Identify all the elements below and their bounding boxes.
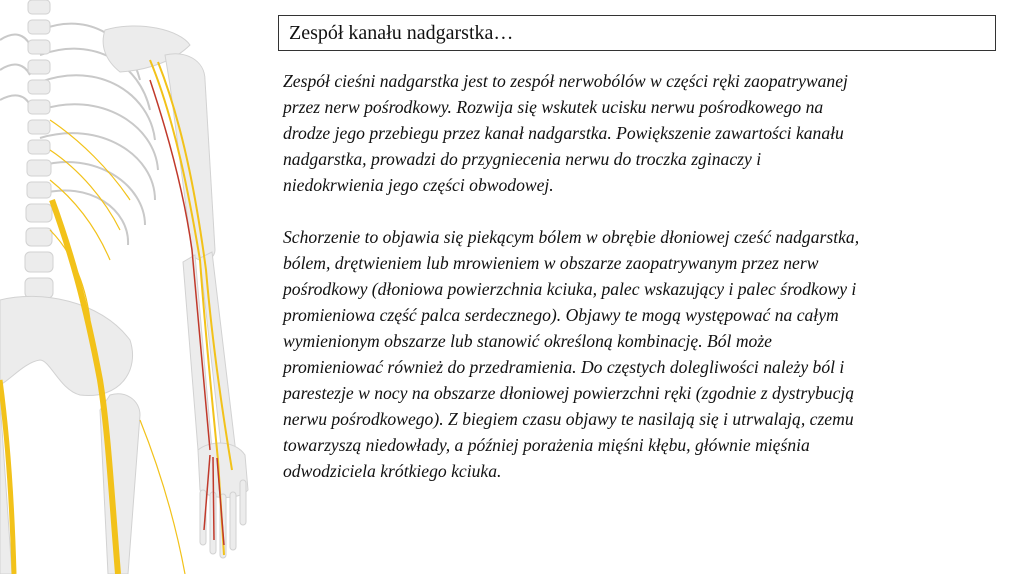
skeleton-nervous-system-illustration: [0, 0, 270, 574]
slide-body: [283, 68, 998, 484]
paragraph-definition: Zespół cieśni nadgarstka jest to zespół nerwobólów w części ręki zaopatrywanej przez nerw pośrodkowy. Rozwija się wskutek ucisku nerwu pośrodkowego na drodze jego przebiegu przez kanał nadgarstka. Powiększenie zawartości kanału nadgarstka, prowadzi do przygniecenia nerwu do troczka zginaczy i niedokrwienia jego części obwodowej.: [283, 71, 848, 195]
slide-title: Zespół kanału nadgarstka…: [278, 15, 996, 51]
paragraph-symptoms: Schorzenie to objawia się piekącym bólem w obrębie dłoniowej cześć nadgarstka, bólem, drętwieniem lub mrowieniem w obszarze zaopatrywanym przez nerw pośrodkowy (dłoniowa powierzchnia kciuka, palec wskazujący i palec środkowy i promieniowa część palca serdecznego). Objawy te mogą występować na całym wymienionym obszarze lub stanowić określoną kombinację. Ból może promieniować również do przedramienia. Do częstych dolegliwości należy ból i parestezje w nocy na obszarze dłoniowej powierzchni ręki (zgodnie z dystrybucją nerwu pośrodkowego). Z biegiem czasu objawy te nasilają się i utrwalają, czemu towarzyszą niedowłady, a później porażenia mięśni kłębu, głównie mięśnia odwodziciela krótkiego kciuka.: [283, 227, 860, 481]
